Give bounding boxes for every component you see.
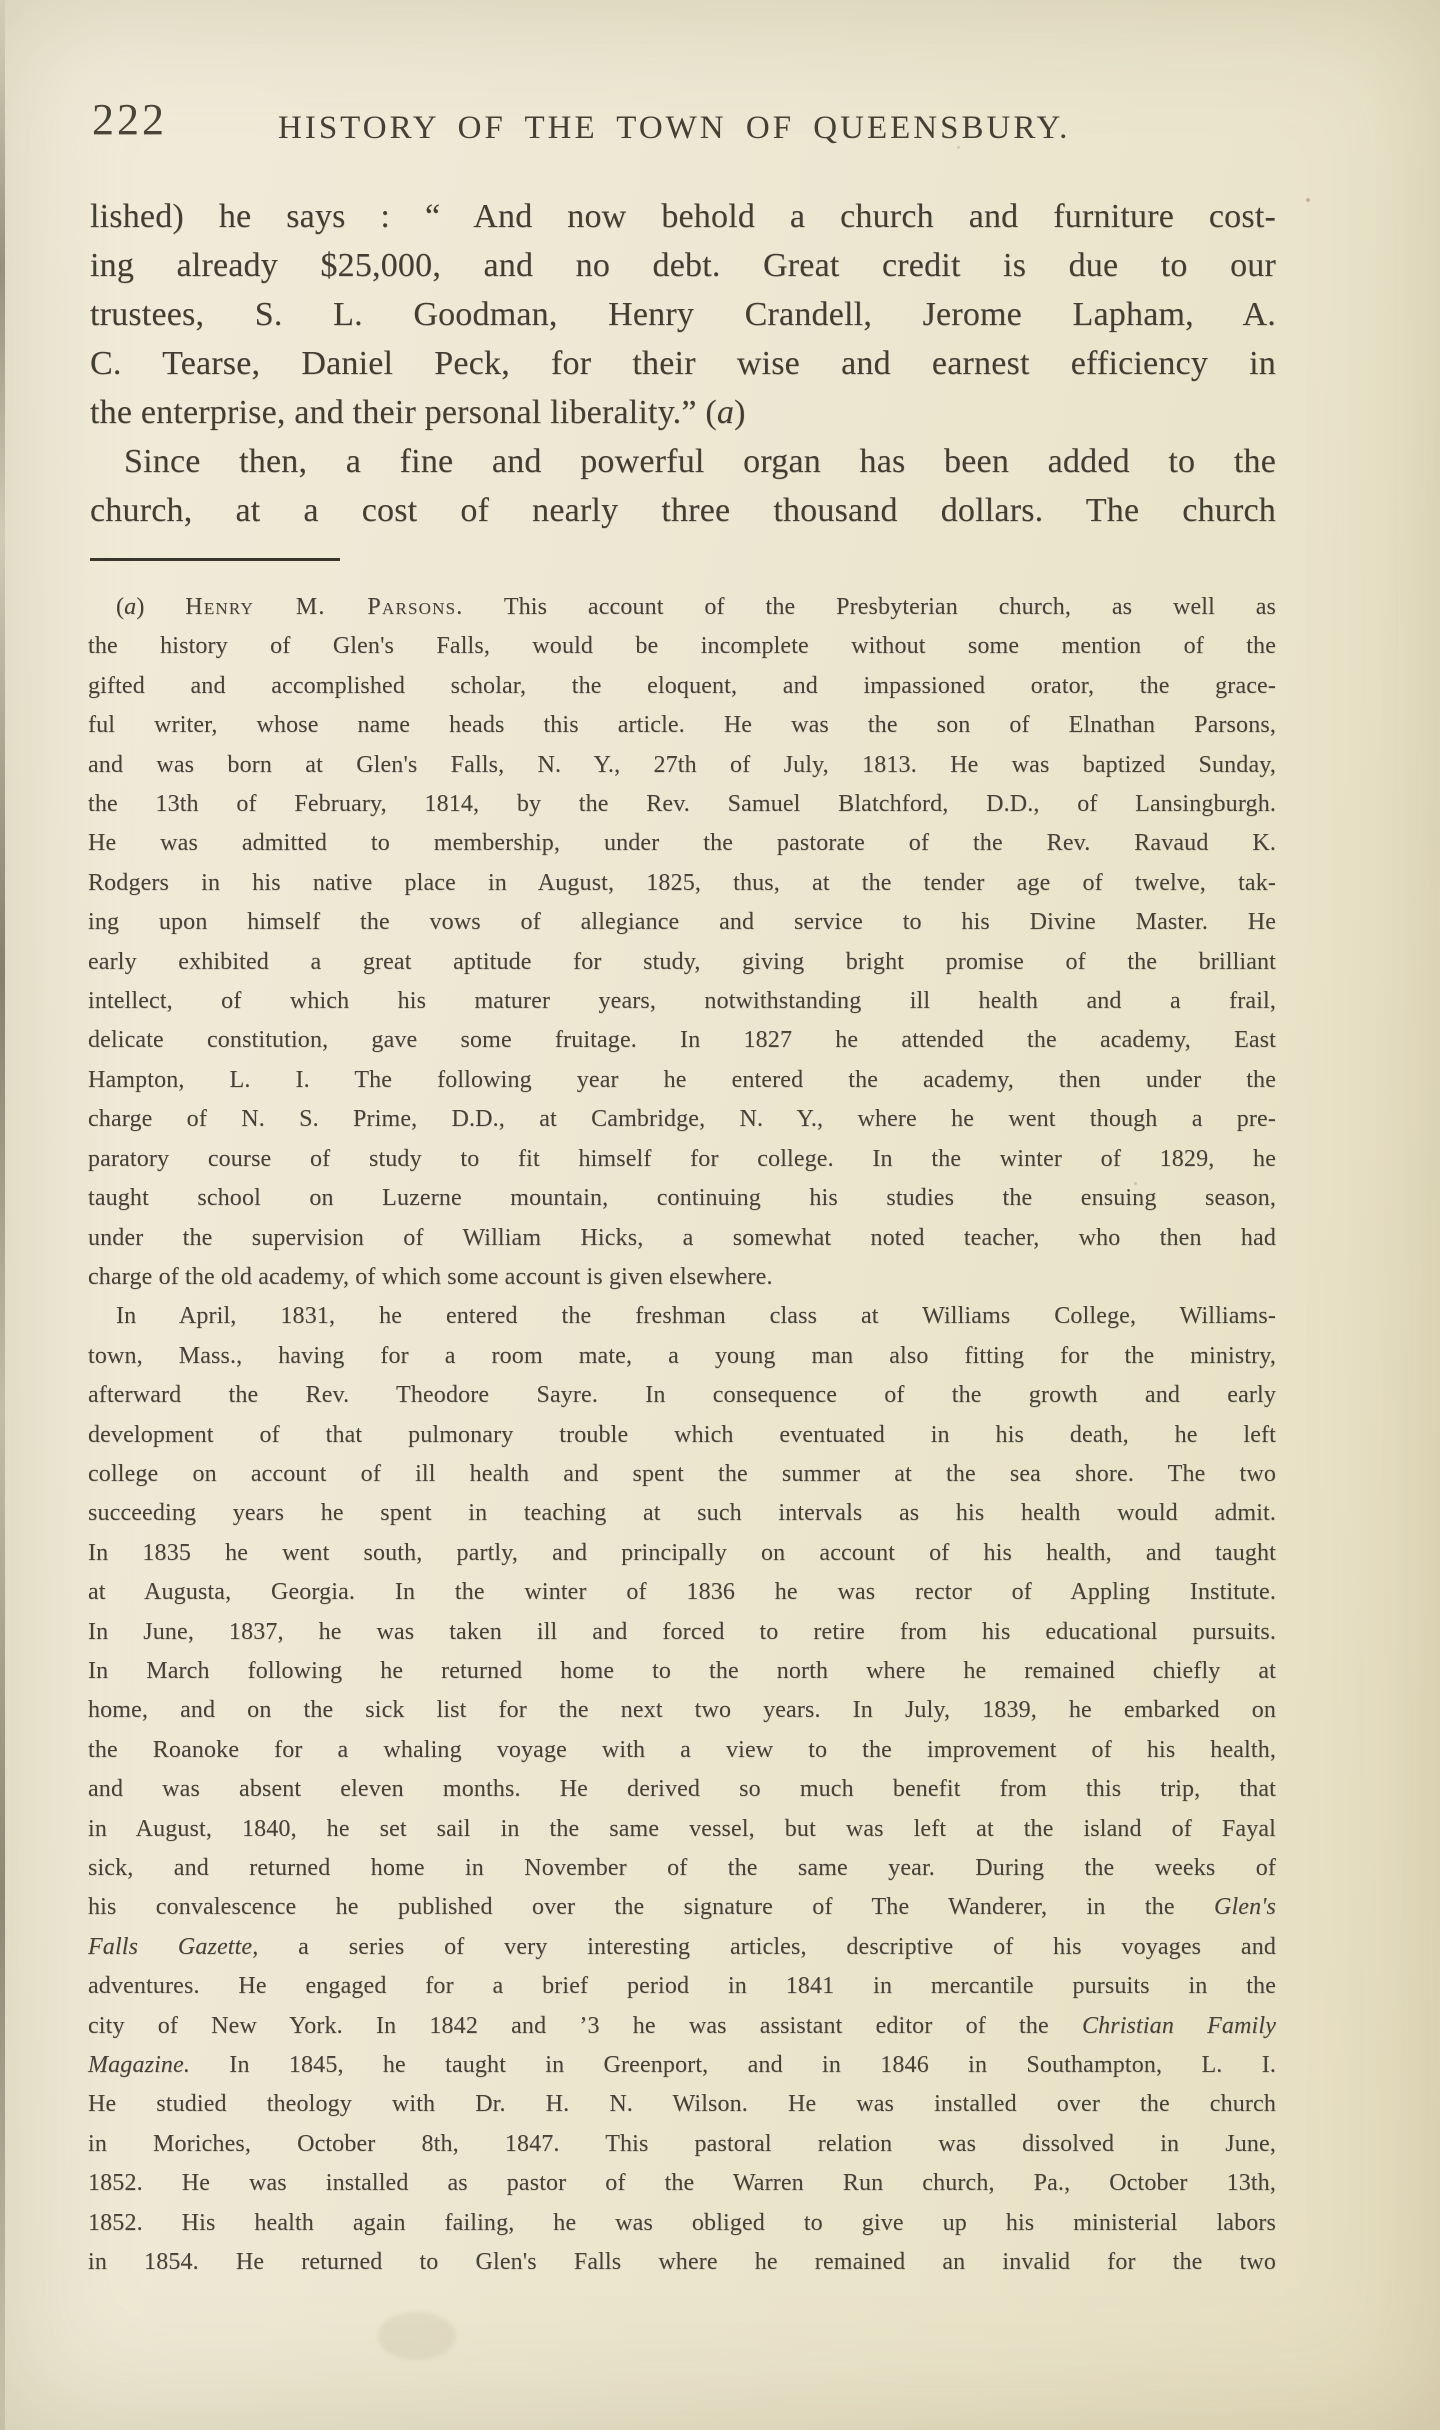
text-line: ing already $25,000, and no debt. Great credit is due to our [90,247,1276,284]
text-line: In 1835 he went south, partly, and principally on account of his health, and taught [88,1539,1276,1566]
paper-stain [378,2312,456,2360]
footnote-text [88,588,1276,2282]
text-line: home, and on the sick list for the next two years. In July, 1839, he embarked on [88,1697,1276,1724]
text-line: In June, 1837, he was taken ill and forced to retire from his educational pursuits. [88,1618,1276,1645]
page-number: 222 [92,95,167,144]
footnote-separator-rule [90,558,340,561]
text-line: ing upon himself the vows of allegiance and service to his Divine Master. He [88,909,1276,936]
text-line: charge of N. S. Prime, D.D., at Cambridge, N. Y., where he went though a pre- [88,1106,1276,1133]
text-line: the history of Glen's Falls, would be incomplete without some mention of the [88,633,1276,660]
text-line: Since then, a fine and powerful organ has been added to the [124,443,1276,480]
text-line: Hampton, L. I. The following year he entered the academy, then under the [88,1066,1276,1093]
text-line: Falls Gazette, a series of very interesting articles, descriptive of his voyages and [88,1933,1277,1960]
text-line: and was born at Glen's Falls, N. Y., 27th of July, 1813. He was baptized Sunday, [88,751,1276,778]
text-line: his convalescence he published over the signature of The Wanderer, in the Glen's [88,1894,1276,1921]
text-line: In April, 1831, he entered the freshman class at Williams College, Williams- [116,1303,1276,1330]
text-line: succeeding years he spent in teaching at such intervals as his health would admit. [88,1500,1276,1527]
text-line: early exhibited a great aptitude for study, giving bright promise of the brilliant [88,948,1276,975]
text-line: in Moriches, October 8th, 1847. This pastoral relation was dissolved in June, [88,2130,1276,2157]
text-line: delicate constitution, gave some fruitage. In 1827 he attended the academy, East [88,1027,1276,1054]
running-title: HISTORY OF THE TOWN OF QUEENSBURY. [278,110,1071,146]
text-line: in 1854. He returned to Glen's Falls where he remained an invalid for the two [88,2249,1276,2276]
text-line: ful writer, whose name heads this article. He was the son of Elnathan Parsons, [88,712,1276,739]
text-line: Magazine. In 1845, he taught in Greenport, and in 1846 in Southampton, L. I. [88,2052,1276,2079]
text-line: town, Mass., having for a room mate, a young man also fitting for the ministry, [88,1342,1276,1369]
text-line: taught school on Luzerne mountain, continuing his studies the ensuing season, [88,1185,1276,1212]
text-line: the enterprise, and their personal liberality.” (a) [90,394,746,431]
text-line: trustees, S. L. Goodman, Henry Crandell, Jerome Lapham, A. [90,296,1276,333]
text-line: lished) he says : “ And now behold a church and furniture cost- [90,198,1276,235]
foxing-speck [1306,198,1310,202]
text-line: charge of the old academy, of which some account is given elsewhere. [88,1263,773,1290]
text-line: city of New York. In 1842 and ’3 he was assistant editor of the Christian Family [88,2012,1276,2039]
text-line: church, at a cost of nearly three thousand dollars. The church [90,492,1276,529]
text-line: He was admitted to membership, under the pastorate of the Rev. Ravaud K. [88,830,1276,857]
text-line: under the supervision of William Hicks, a somewhat noted teacher, who then had [88,1224,1276,1251]
text-line: In March following he returned home to the north where he remained chiefly at [88,1657,1276,1684]
text-line: afterward the Rev. Theodore Sayre. In consequence of the growth and early [88,1382,1276,1409]
text-line: 1852. His health again failing, he was obliged to give up his ministerial labors [88,2209,1276,2236]
text-line: He studied theology with Dr. H. N. Wilson. He was installed over the church [88,2091,1276,2118]
body-text [90,192,1276,535]
text-line: 1852. He was installed as pastor of the Warren Run church, Pa., October 13th, [88,2170,1276,2197]
text-line: (a) Henry M. Parsons. This account of the Presbyterian church, as well as [116,594,1276,620]
text-line: at Augusta, Georgia. In the winter of 1836 he was rector of Appling Institute. [88,1579,1276,1606]
text-line: and was absent eleven months. He derived so much benefit from this trip, that [88,1776,1276,1803]
text-line: gifted and accomplished scholar, the eloquent, and impassioned orator, the grace- [88,672,1276,699]
text-line: in August, 1840, he set sail in the same vessel, but was left at the island of Fayal [88,1815,1276,1842]
text-line: Rodgers in his native place in August, 1825, thus, at the tender age of twelve, tak- [88,869,1276,896]
text-line: paratory course of study to fit himself for college. In the winter of 1829, he [88,1145,1276,1172]
text-line: intellect, of which his maturer years, notwithstanding ill health and a frail, [88,988,1276,1015]
scan-edge-shadow [0,0,5,2430]
text-line: sick, and returned home in November of the same year. During the weeks of [88,1855,1276,1881]
foxing-speck [957,146,960,149]
text-line: development of that pulmonary trouble which eventuated in his death, he left [88,1421,1276,1448]
text-line: college on account of ill health and spent the summer at the sea shore. The two [88,1460,1276,1487]
text-line: adventures. He engaged for a brief period in 1841 in mercantile pursuits in the [88,1973,1276,2000]
text-line: the Roanoke for a whaling voyage with a view to the improvement of his health, [88,1736,1276,1763]
text-line: C. Tearse, Daniel Peck, for their wise and earnest efficiency in [90,345,1276,382]
text-line: the 13th of February, 1814, by the Rev. Samuel Blatchford, D.D., of Lansingburgh. [88,791,1276,818]
